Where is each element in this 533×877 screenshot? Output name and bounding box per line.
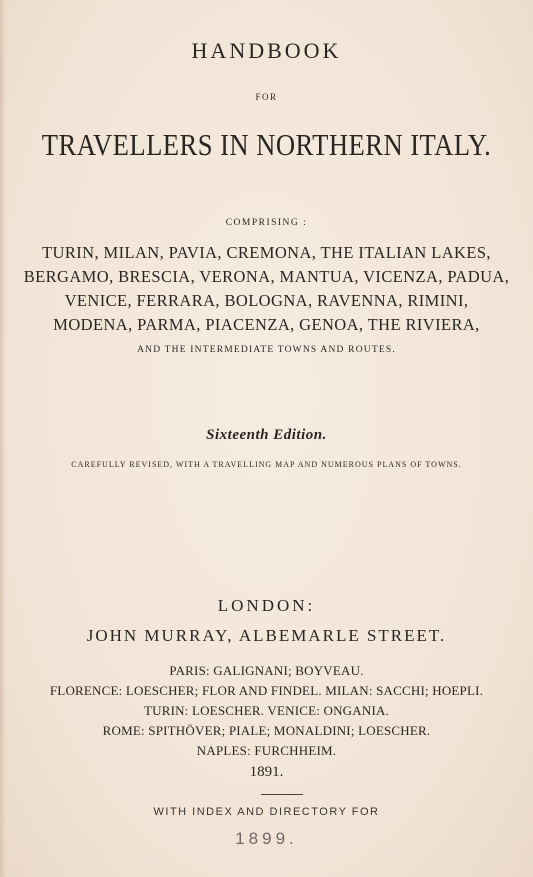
agents-line: NAPLES: FURCHHEIM. (196, 743, 337, 758)
revision-note: CAREFULLY REVISED, WITH A TRAVELLING MAP AND NUMEROUS PLANS OF TOWNS. (71, 460, 462, 469)
agents-line: PARIS: GALIGNANI; BOYVEAU. (169, 663, 364, 678)
agents-line: ROME: SPITHÖVER; PIALE; MONALDINI; LOESCHER. (102, 723, 431, 738)
for-label: FOR (255, 92, 278, 102)
places-line: VENICE, FERRARA, BOLOGNA, RAVENNA, RIMINI, (64, 291, 469, 310)
directory-year-stamp: 1899. (235, 829, 298, 848)
publication-year: 1891. (249, 764, 284, 780)
places-line: MODENA, PARMA, PIACENZA, GENOA, THE RIVIERA, (53, 315, 480, 334)
handbook-heading: HANDBOOK (191, 38, 342, 63)
places-line: TURIN, MILAN, PAVIA, CREMONA, THE ITALIAN LAKES, (42, 243, 491, 262)
places-line: BERGAMO, BRESCIA, VERONA, MANTUA, VICENZA, PADUA, (23, 267, 510, 286)
comprising-label: COMPRISING : (225, 218, 308, 228)
intermediate-routes-line: AND THE INTERMEDIATE TOWNS AND ROUTES. (137, 345, 396, 355)
imprint-publisher: JOHN MURRAY, ALBEMARLE STREET. (86, 626, 447, 645)
agents-line: TURIN: LOESCHER. VENICE: ONGANIA. (143, 703, 390, 718)
main-title: TRAVELLERS IN NORTHERN ITALY. (41, 127, 492, 162)
agents-line: FLORENCE: LOESCHER; FLOR AND FINDEL. MILAN: SACCHI; HOEPLI. (49, 683, 484, 698)
imprint-city: LONDON: (217, 596, 316, 615)
divider-rule (261, 794, 303, 795)
index-directory-line: WITH INDEX AND DIRECTORY FOR (153, 806, 380, 818)
edition-line: Sixteenth Edition. (206, 427, 327, 443)
